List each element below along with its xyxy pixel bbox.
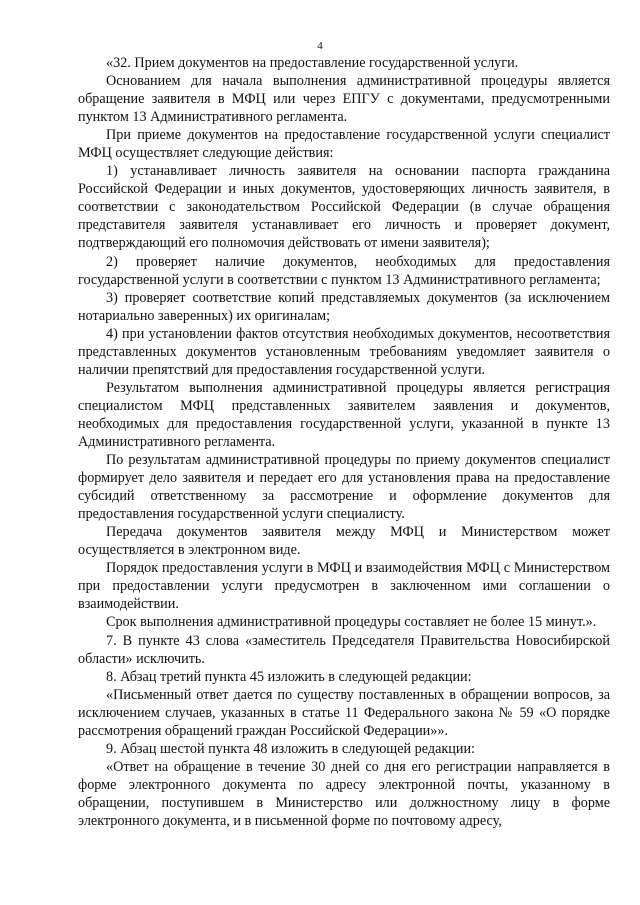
document-body <box>78 54 610 830</box>
paragraph-procedure-basis: Основанием для начала выполнения административной процедуры является обращение заявителя в МФЦ или через ЕПГУ с документами, предусмотренными пунктом 13 Административного регламента. <box>78 73 610 126</box>
paragraph-mfc-interaction: Порядок предоставления услуги в МФЦ и взаимодействия МФЦ с Министерством при предоставлении услуги предусмотрен в заключенном ими соглашении о взаимодействии. <box>78 560 610 613</box>
paragraph-item-9: 9. Абзац шестой пункта 48 изложить в следующей редакции: <box>106 740 475 757</box>
paragraph-section-32-title: «32. Прием документов на предоставление государственной услуги. <box>106 55 519 71</box>
paragraph-action-2: 2) проверяет наличие документов, необходимых для предоставления государственной услуги в соответствии с пунктом 13 Административного регламента; <box>78 253 610 288</box>
page-number: 4 <box>317 40 323 52</box>
paragraph-electronic-transfer: Передача документов заявителя между МФЦ и Министерством может осуществляется в электронном виде. <box>78 524 610 559</box>
paragraph-item-7: 7. В пункте 43 слова «заместитель Председателя Правительства Новосибирской области» исключить. <box>78 632 610 667</box>
paragraph-action-1: 1) устанавливает личность заявителя на основании паспорта гражданина Российской Федерации и иных документов, удостоверяющих личность заявителя, в соответствии с законодательством Российской Федерации (в случае обращения представителя заявителя устанавливает его личность и проверяет документ, подтверждающий его полномочия действовать от имени заявителя); <box>78 163 610 252</box>
paragraph-procedure-term: Срок выполнения административной процедуры составляет не более 15 минут.». <box>106 614 597 631</box>
paragraph-action-3: 3) проверяет соответствие копий представляемых документов (за исключением нотариально заверенных) их оригиналам; <box>78 289 610 324</box>
paragraph-item-8: 8. Абзац третий пункта 45 изложить в следующей редакции: <box>106 668 472 685</box>
paragraph-answer-term: «Ответ на обращение в течение 30 дней со дня его регистрации направляется в форме электронного документа по адресу электронной почты, указанному в обращении, поступившем в Министерство или должностному лицу в форме электронного документа, и в письменной форме по почтовому адресу, <box>78 758 610 829</box>
paragraph-mfc-actions-intro: При приеме документов на предоставление государственной услуги специалист МФЦ осуществляет следующие действия: <box>78 127 610 162</box>
paragraph-case-formation: По результатам административной процедуры по приему документов специалист формирует дело заявителя и передает его для установления права на предоставление субсидий ответственному за рассмотрение и оформление документов для предоставления государственной услуги специалисту. <box>78 452 610 523</box>
paragraph-written-answer: «Письменный ответ дается по существу поставленных в обращении вопросов, за исключением случаев, указанных в статье 11 Федерального закона № 59 «О порядке рассмотрения обращений граждан Российской Федерации»». <box>78 686 610 739</box>
paragraph-procedure-result: Результатом выполнения административной процедуры является регистрация специалистом МФЦ представленных заявителем заявления и документов, необходимых для предоставления государственной услуги, указанной в пункте 13 Административного регламента. <box>78 379 610 450</box>
paragraph-action-4: 4) при установлении фактов отсутствия необходимых документов, несоответствия представленных документов установленным требованиям уведомляет заявителя о наличии препятствий для предоставления государственной услуги. <box>78 325 610 378</box>
